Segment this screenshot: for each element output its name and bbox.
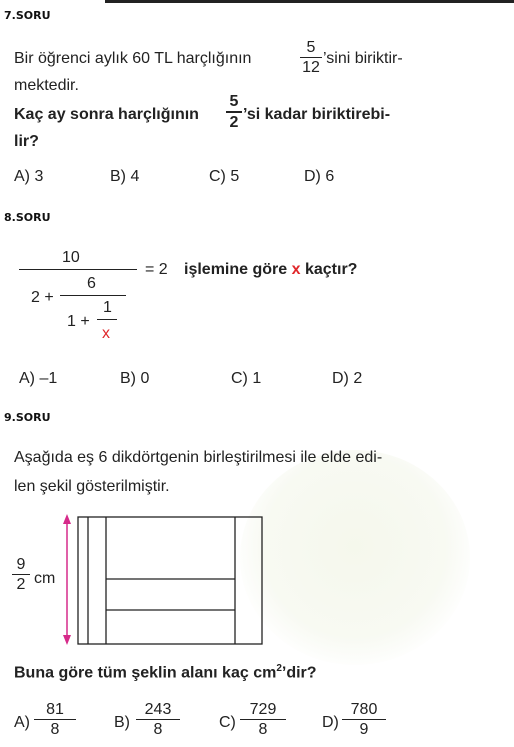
q7-fraction-5-2 bbox=[226, 93, 242, 131]
q7-option-b[interactable]: B) 4 bbox=[110, 168, 140, 185]
q9-dim-num: 9 bbox=[16, 556, 26, 573]
fraction-bar bbox=[226, 111, 242, 113]
q9-line2: len şekil gösterilmiştir. bbox=[14, 478, 170, 495]
q7-frac1-num: 5 bbox=[306, 39, 316, 56]
q9-option-c-num: 729 bbox=[249, 701, 277, 718]
q9-dimension-unit: cm bbox=[34, 570, 56, 587]
fraction-bar bbox=[300, 57, 322, 58]
q8-question-x: x bbox=[291, 261, 301, 278]
q7-line3-b: ’si kadar biriktirebi- bbox=[243, 106, 391, 123]
q7-option-c[interactable]: C) 5 bbox=[209, 168, 240, 185]
q9-option-d-label[interactable]: D) bbox=[322, 714, 339, 731]
q8-inner-prefix: 1 + bbox=[67, 313, 90, 330]
q8-den-prefix: 2 + bbox=[31, 289, 54, 306]
q7-option-d[interactable]: D) 6 bbox=[304, 168, 335, 185]
q7-option-a[interactable]: A) 3 bbox=[14, 168, 44, 185]
top-rule bbox=[105, 0, 514, 3]
q9-option-b-num: 243 bbox=[144, 701, 172, 718]
q9-dimension-fraction bbox=[12, 556, 30, 593]
q8-heading: 8.SORU bbox=[4, 211, 51, 224]
q7-heading: 7.SORU bbox=[4, 9, 51, 22]
q8-question bbox=[184, 261, 357, 279]
fraction-bar bbox=[240, 719, 286, 720]
q8-innermost-fraction-bar bbox=[97, 319, 117, 320]
q8-equals: = 2 bbox=[145, 261, 168, 278]
arrow-up-icon bbox=[63, 514, 71, 524]
q9-option-a-den: 8 bbox=[50, 721, 60, 739]
q9-question-b: ’dir? bbox=[281, 664, 317, 682]
q7-line1-b: ’sini biriktir- bbox=[323, 50, 403, 67]
q8-main-fraction-bar bbox=[19, 269, 137, 270]
q7-frac2-den: 2 bbox=[229, 113, 239, 131]
q9-option-d-fraction[interactable] bbox=[342, 701, 386, 738]
q9-option-d-num: 780 bbox=[350, 701, 378, 718]
q9-option-c-den: 8 bbox=[258, 721, 268, 739]
q8-option-d[interactable]: D) 2 bbox=[332, 370, 363, 387]
q9-option-b-fraction[interactable] bbox=[136, 701, 180, 738]
q8-inner-numerator: 6 bbox=[87, 275, 96, 292]
q7-line3-a: Kaç ay sonra harçlığının bbox=[14, 106, 199, 123]
q8-option-b[interactable]: B) 0 bbox=[120, 370, 150, 387]
q9-question bbox=[14, 663, 317, 682]
q9-heading: 9.SORU bbox=[4, 411, 51, 424]
q8-question-a: işlemine göre bbox=[184, 261, 288, 278]
q9-option-c-fraction[interactable] bbox=[240, 701, 286, 738]
q9-option-a-label[interactable]: A) bbox=[14, 714, 30, 731]
q8-innermost-numerator: 1 bbox=[103, 299, 112, 316]
q9-option-b-label[interactable]: B) bbox=[114, 714, 130, 731]
fraction-bar bbox=[136, 719, 180, 720]
q7-line1-a: Bir öğrenci aylık 60 TL harçlığının bbox=[14, 50, 252, 67]
fraction-bar bbox=[34, 719, 76, 720]
q9-dim-den: 2 bbox=[16, 576, 26, 594]
watermark-mascot bbox=[240, 450, 470, 665]
q9-question-sup: 2 bbox=[276, 663, 282, 674]
fraction-bar bbox=[12, 574, 30, 575]
q9-option-a-num: 81 bbox=[46, 701, 64, 718]
q7-frac1-den: 12 bbox=[302, 59, 320, 77]
q8-question-b: kaçtır? bbox=[304, 261, 358, 278]
q9-option-a-fraction[interactable] bbox=[34, 701, 76, 738]
fraction-bar bbox=[342, 719, 386, 720]
q9-option-d-den: 9 bbox=[359, 721, 369, 739]
q9-question-a: Buna göre tüm şeklin alanı kaç cm bbox=[14, 664, 277, 682]
q9-rectangle-figure bbox=[58, 512, 270, 648]
arrow-down-icon bbox=[63, 635, 71, 645]
q7-fraction-5-12 bbox=[300, 39, 322, 76]
q7-line4: lir? bbox=[14, 133, 39, 150]
q9-option-c-label[interactable]: C) bbox=[219, 714, 236, 731]
q7-line2: mektedir. bbox=[14, 77, 79, 94]
q8-option-c[interactable]: C) 1 bbox=[231, 370, 262, 387]
q8-innermost-denominator: x bbox=[102, 325, 110, 342]
q8-option-a[interactable]: A) –1 bbox=[19, 370, 58, 387]
q9-option-b-den: 8 bbox=[153, 721, 163, 739]
q8-numerator: 10 bbox=[62, 249, 80, 266]
q7-frac2-num: 5 bbox=[229, 93, 239, 110]
q8-inner-fraction-bar bbox=[60, 295, 126, 296]
q9-line1: Aşağıda eş 6 dikdörtgenin birleştirilmesi ile elde edi- bbox=[14, 449, 383, 466]
